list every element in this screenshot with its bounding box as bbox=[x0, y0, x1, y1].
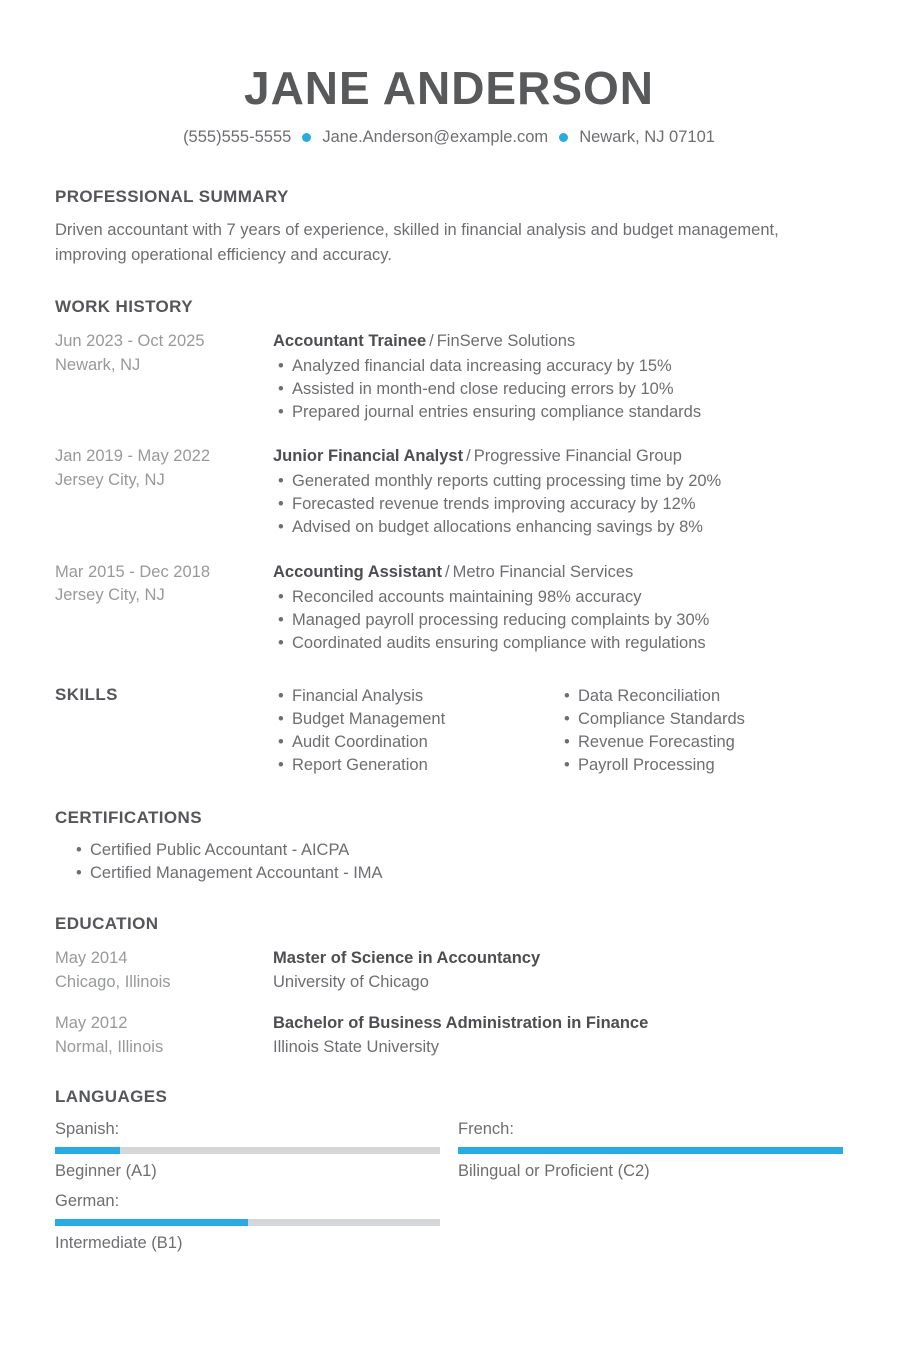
education-degree: Bachelor of Business Administration in Finance bbox=[273, 1014, 649, 1033]
job-entry bbox=[55, 330, 843, 424]
language-level: Beginner (A1) bbox=[55, 1162, 157, 1181]
job-title: Accounting Assistant bbox=[273, 562, 442, 581]
education-details bbox=[273, 947, 843, 995]
job-dates-location bbox=[55, 561, 273, 655]
skill-item: • Audit Coordination bbox=[273, 731, 559, 754]
email-text: Jane.Anderson@example.com bbox=[322, 128, 549, 147]
phone-text: (555)555-5555 bbox=[183, 128, 292, 147]
job-title-line bbox=[273, 561, 843, 584]
language-name: French: bbox=[458, 1120, 514, 1139]
language-name: Spanish: bbox=[55, 1120, 120, 1139]
job-entry bbox=[55, 445, 843, 539]
summary-text: Driven accountant with 7 years of experience, skilled in financial analysis and budget management, improving operational efficiency and accuracy. bbox=[55, 221, 779, 265]
skills-column-2 bbox=[559, 685, 843, 777]
location-text: Newark, NJ 07101 bbox=[579, 128, 715, 147]
job-company: FinServe Solutions bbox=[436, 331, 576, 350]
job-entry bbox=[55, 561, 843, 655]
section-title: WORK HISTORY bbox=[55, 296, 193, 316]
job-bullet: • Advised on budget allocations enhancing savings by 8% bbox=[273, 516, 843, 539]
section-certifications bbox=[55, 808, 843, 885]
language-proficiency-fill bbox=[458, 1147, 843, 1154]
job-title: Junior Financial Analyst bbox=[273, 447, 464, 466]
job-dates: Jan 2019 - May 2022 bbox=[55, 447, 211, 466]
language-level: Intermediate (B1) bbox=[55, 1234, 183, 1253]
section-title: CERTIFICATIONS bbox=[55, 808, 202, 828]
job-bullet: • Analyzed financial data increasing accuracy by 15% bbox=[273, 355, 843, 378]
language-proficiency-fill bbox=[55, 1147, 120, 1154]
job-details bbox=[273, 445, 843, 539]
job-dates-location bbox=[55, 445, 273, 539]
bullet-separator-icon bbox=[559, 133, 568, 142]
skill-item: • Data Reconciliation bbox=[559, 685, 843, 708]
certification-item: • Certified Public Accountant - AICPA bbox=[71, 839, 843, 862]
job-company: Metro Financial Services bbox=[452, 562, 634, 581]
job-bullet-list bbox=[273, 355, 843, 424]
job-bullet: • Managed payroll processing reducing complaints by 30% bbox=[273, 609, 843, 632]
languages-grid bbox=[55, 1120, 843, 1253]
education-location: Chicago, Illinois bbox=[55, 973, 171, 992]
language-proficiency-fill bbox=[55, 1219, 248, 1226]
language-item bbox=[55, 1120, 440, 1181]
education-entry bbox=[55, 947, 843, 995]
skill-item: • Report Generation bbox=[273, 754, 559, 777]
title-company-separator: / bbox=[445, 562, 450, 581]
certifications-list bbox=[71, 839, 843, 885]
job-dates: Mar 2015 - Dec 2018 bbox=[55, 562, 211, 581]
skill-item: • Revenue Forecasting bbox=[559, 731, 843, 754]
bullet-separator-icon bbox=[302, 133, 311, 142]
job-company: Progressive Financial Group bbox=[473, 447, 682, 466]
job-location: Jersey City, NJ bbox=[55, 471, 165, 490]
job-location: Jersey City, NJ bbox=[55, 586, 165, 605]
education-dates-location bbox=[55, 1012, 273, 1060]
job-bullet-list bbox=[273, 586, 843, 655]
education-date: May 2012 bbox=[55, 1014, 128, 1033]
job-bullet: • Generated monthly reports cutting processing time by 20% bbox=[273, 470, 843, 493]
language-proficiency-bar bbox=[458, 1147, 843, 1154]
title-company-separator: / bbox=[429, 331, 434, 350]
section-professional-summary bbox=[55, 187, 843, 268]
section-skills bbox=[55, 685, 843, 777]
job-title-line bbox=[273, 445, 843, 468]
education-school: University of Chicago bbox=[273, 973, 429, 992]
education-entry bbox=[55, 1012, 843, 1060]
skill-item: • Financial Analysis bbox=[273, 685, 559, 708]
language-level: Bilingual or Proficient (C2) bbox=[458, 1162, 650, 1181]
job-bullet-list bbox=[273, 470, 843, 539]
section-title: LANGUAGES bbox=[55, 1087, 168, 1107]
job-bullet: • Reconciled accounts maintaining 98% accuracy bbox=[273, 586, 843, 609]
education-details bbox=[273, 1012, 843, 1060]
skills-column-1 bbox=[273, 685, 559, 777]
certification-item: • Certified Management Accountant - IMA bbox=[71, 862, 843, 885]
language-proficiency-bar bbox=[55, 1219, 440, 1226]
contact-line bbox=[55, 128, 843, 147]
education-date: May 2014 bbox=[55, 949, 128, 968]
job-dates: Jun 2023 - Oct 2025 bbox=[55, 331, 205, 350]
language-proficiency-bar bbox=[55, 1147, 440, 1154]
language-name: German: bbox=[55, 1192, 120, 1211]
job-title-line bbox=[273, 330, 843, 353]
language-item bbox=[458, 1120, 843, 1181]
resume-header bbox=[55, 64, 843, 147]
education-location: Normal, Illinois bbox=[55, 1038, 164, 1057]
skills-columns bbox=[273, 685, 843, 777]
job-bullet: • Coordinated audits ensuring compliance with regulations bbox=[273, 632, 843, 655]
section-title: SKILLS bbox=[55, 684, 118, 704]
name-heading: JANE ANDERSON bbox=[243, 62, 655, 114]
job-dates-location bbox=[55, 330, 273, 424]
section-languages bbox=[55, 1087, 843, 1253]
education-dates-location bbox=[55, 947, 273, 995]
skill-item: • Budget Management bbox=[273, 708, 559, 731]
job-location: Newark, NJ bbox=[55, 355, 141, 374]
title-company-separator: / bbox=[466, 447, 471, 466]
job-details bbox=[273, 561, 843, 655]
job-details bbox=[273, 330, 843, 424]
education-degree: Master of Science in Accountancy bbox=[273, 949, 541, 968]
section-work-history bbox=[55, 297, 843, 655]
education-school: Illinois State University bbox=[273, 1038, 439, 1057]
section-education bbox=[55, 914, 843, 1060]
job-title: Accountant Trainee bbox=[273, 331, 427, 350]
section-title: PROFESSIONAL SUMMARY bbox=[55, 187, 289, 207]
section-title: EDUCATION bbox=[55, 914, 159, 934]
job-bullet: • Assisted in month-end close reducing errors by 10% bbox=[273, 378, 843, 401]
skill-item: • Compliance Standards bbox=[559, 708, 843, 731]
skill-item: • Payroll Processing bbox=[559, 754, 843, 777]
job-bullet: • Forecasted revenue trends improving accuracy by 12% bbox=[273, 493, 843, 516]
job-bullet: • Prepared journal entries ensuring compliance standards bbox=[273, 401, 843, 424]
language-item bbox=[55, 1192, 440, 1253]
